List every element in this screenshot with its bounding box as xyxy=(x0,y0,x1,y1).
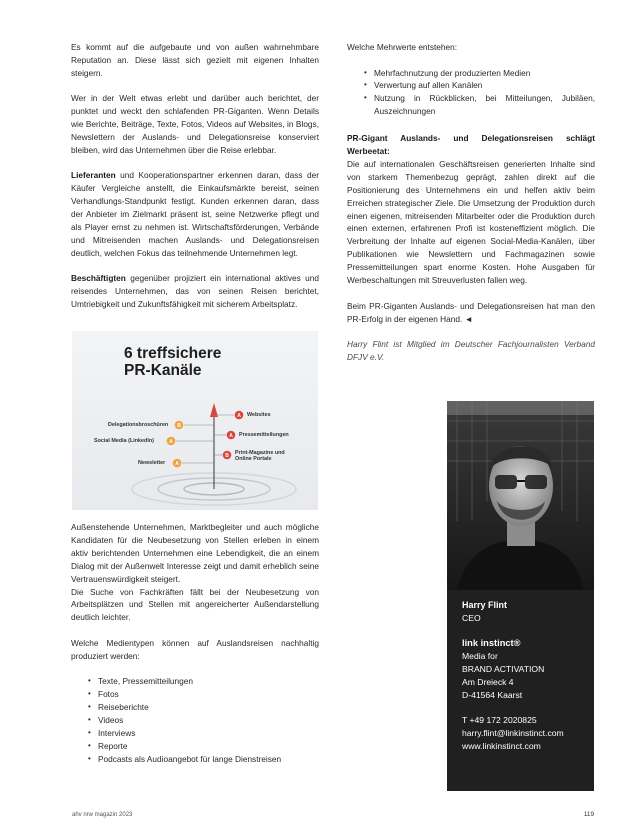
channel-label: Social Media (LinkedIn) xyxy=(94,438,154,444)
channel-label: Pressemitteilungen xyxy=(239,432,289,438)
author-note: Harry Flint ist Mitglied im Deutscher Fachjournalisten Verband DFJV e.V. xyxy=(347,339,595,362)
channel-label: Newsletter xyxy=(138,460,166,466)
author-portrait-image xyxy=(447,401,594,590)
company-tagline: BRAND ACTIVATION xyxy=(462,663,545,674)
benefits-list xyxy=(347,67,595,119)
list-item: • Interviews xyxy=(71,727,319,740)
media-types-list xyxy=(71,675,319,765)
address-city: D-41564 Kaarst xyxy=(462,689,523,700)
left-column xyxy=(71,41,319,324)
channel-letter: B xyxy=(177,423,181,429)
list-item: • Fotos xyxy=(71,688,319,701)
list-item: • Reporte xyxy=(71,740,319,753)
paragraph: Außenstehende Unternehmen, Marktbegleiter und auch mögliche Kandidaten für die Neubesetzung von Stellen erleben in einem aktiv berichtenden Unternehmen eine Lebendigkeit, die an einem Dialog mit der Außenwelt Interesse zeigt und damit erheblich seine Vertrauenswürdigkeit steigert. xyxy=(71,522,319,584)
channel-letter: A xyxy=(175,461,179,467)
paragraph xyxy=(71,272,319,311)
channel-letter: A xyxy=(237,413,241,419)
right-column xyxy=(347,41,595,376)
infographic-title-line: PR-Kanäle xyxy=(124,362,202,379)
email-link[interactable]: harry.flint@linkinstinct.com xyxy=(462,727,564,738)
paragraph-text: gegenüber projiziert ein international aktives und reisendes Unternehmen, das von seinen Reisen berichtet, Umtriebigkeit und Zukunftsfähigkeit mit sicherem Arbeitsplatz. xyxy=(71,273,319,310)
author-photo xyxy=(447,401,594,590)
company-brand: link instinct® xyxy=(462,638,521,649)
channel-label: Delegationsbroschüren xyxy=(108,422,169,428)
infographic-title-line: 6 treffsichere xyxy=(124,345,222,362)
page-number: 119 xyxy=(583,811,594,818)
list-item: • Texte, Pressemitteilungen xyxy=(71,675,319,688)
channel-letter: A xyxy=(169,439,173,445)
author-contact-card xyxy=(447,590,594,791)
paragraph-text: und Kooperationspartner erkennen daran, dass der Käufer Vergleiche anstellt, die Einkaufsmärkte bereist, seinen Verhandlungs-Standpunkt festigt. Kunden erkennen daran, dass der Anbieter im Zielmarkt präsent ist, seine Netzwerke pflegt und als Player ernst zu nehmen ist. Wirtschaftsförderungen, Verbände und Mitreisenden machen Auslands- und Delegationsreisen deutlich, welchen Fokus das teilnehmende Unternehmen legt. xyxy=(71,170,319,258)
list-item: • Videos xyxy=(71,714,319,727)
paragraph: Es kommt auf die aufgebaute und von außen wahrnehmbare Reputation an. Diese lässt sich gezielt mit eigenen Inhalten steigern. xyxy=(71,42,319,78)
company-tagline: Media for xyxy=(462,651,498,662)
channel-label: Print-Magazine und Online Portale xyxy=(235,450,285,463)
pr-channels-infographic xyxy=(72,331,318,510)
keyword-beschaeftigten: Beschäftigten xyxy=(71,273,126,284)
paragraph: Die auf internationalen Geschäftsreisen generierten Inhalte sind von starkem Themenbezug geprägt, zahlen direkt auf die Positionierung des Unternehmens ein und helfen aktiv beim Erreichen strategischer Ziele. Die Umsetzung der Produktion durch einen eigenen, mitreisenden Mitarbeiter oder die Produktion durch einen externen, erfahrenen Profi ist kosteneffizient möglich. Die Verbreitung der Inhalte auf eigenen Social-Media-Kanälen, über Publikationen wie Newslettern und Fachmagazinen sowie Pressemitteilungen spart enorme Kosten. Hohe Ausgaben für Werbeschaltungen mit Streuverlusten fallen weg. xyxy=(347,158,595,286)
website-link[interactable]: www.linkinstinct.com xyxy=(462,740,541,751)
list-item: • Reiseberichte xyxy=(71,701,319,714)
list-item: • Podcasts als Audioangebot für lange Dienstreisen xyxy=(71,753,319,766)
channel-letter: B xyxy=(225,453,229,459)
paragraph: Welche Medientypen können auf Auslandsreisen nachhaltig produziert werden: xyxy=(71,637,319,661)
list-item: • Verwertung auf allen Kanälen xyxy=(347,79,595,92)
channel-label: Websites xyxy=(247,412,271,418)
author-role: CEO xyxy=(462,612,481,623)
paragraph: Welche Mehrwerte entstehen: xyxy=(347,42,458,52)
list-item: • Nutzung in Rückblicken, bei Mitteilungen, Jubiläen, Auszeichnungen xyxy=(347,92,595,118)
paragraph: Beim PR-Giganten Auslands- und Delegationsreisen hat man den PR-Erfolg in der eigenen Hand. ◄ xyxy=(347,300,595,324)
paragraph xyxy=(71,169,319,259)
paragraph: Wer in der Welt etwas erlebt und darüber auch berichtet, der punktet und weckt den schlafenden PR-Giganten. Wenn Details wie Berichte, Beiträge, Texte, Fotos, Videos auf Websites, in Blogs, Newslettern der Auslands- und Delegationsreise konserviert bleiben, wird das Unternehmen über die Reise erlebbar. xyxy=(71,93,319,155)
magazine-name: ahv nrw magazin 2023 xyxy=(72,812,133,818)
phone: T +49 172 2020825 xyxy=(462,715,537,726)
channel-letter: A xyxy=(229,433,233,439)
section-heading: PR-Gigant Auslands- und Delegationsreisen schlägt Werbeetat: xyxy=(347,133,595,157)
list-item: • Mehrfachnutzung der produzierten Medien xyxy=(347,67,595,80)
address-street: Am Dreieck 4 xyxy=(462,676,514,687)
author-name: Harry Flint xyxy=(462,600,508,610)
infographic-title xyxy=(124,345,221,379)
lower-left-column xyxy=(71,521,319,778)
keyword-lieferanten: Lieferanten xyxy=(71,170,116,181)
paragraph: Die Suche von Fachkräften fällt bei der Neubesetzung von Arbeitsplätzen und Stellen mit angereicherter Außendarstellung deutlich leichter. xyxy=(71,586,319,623)
